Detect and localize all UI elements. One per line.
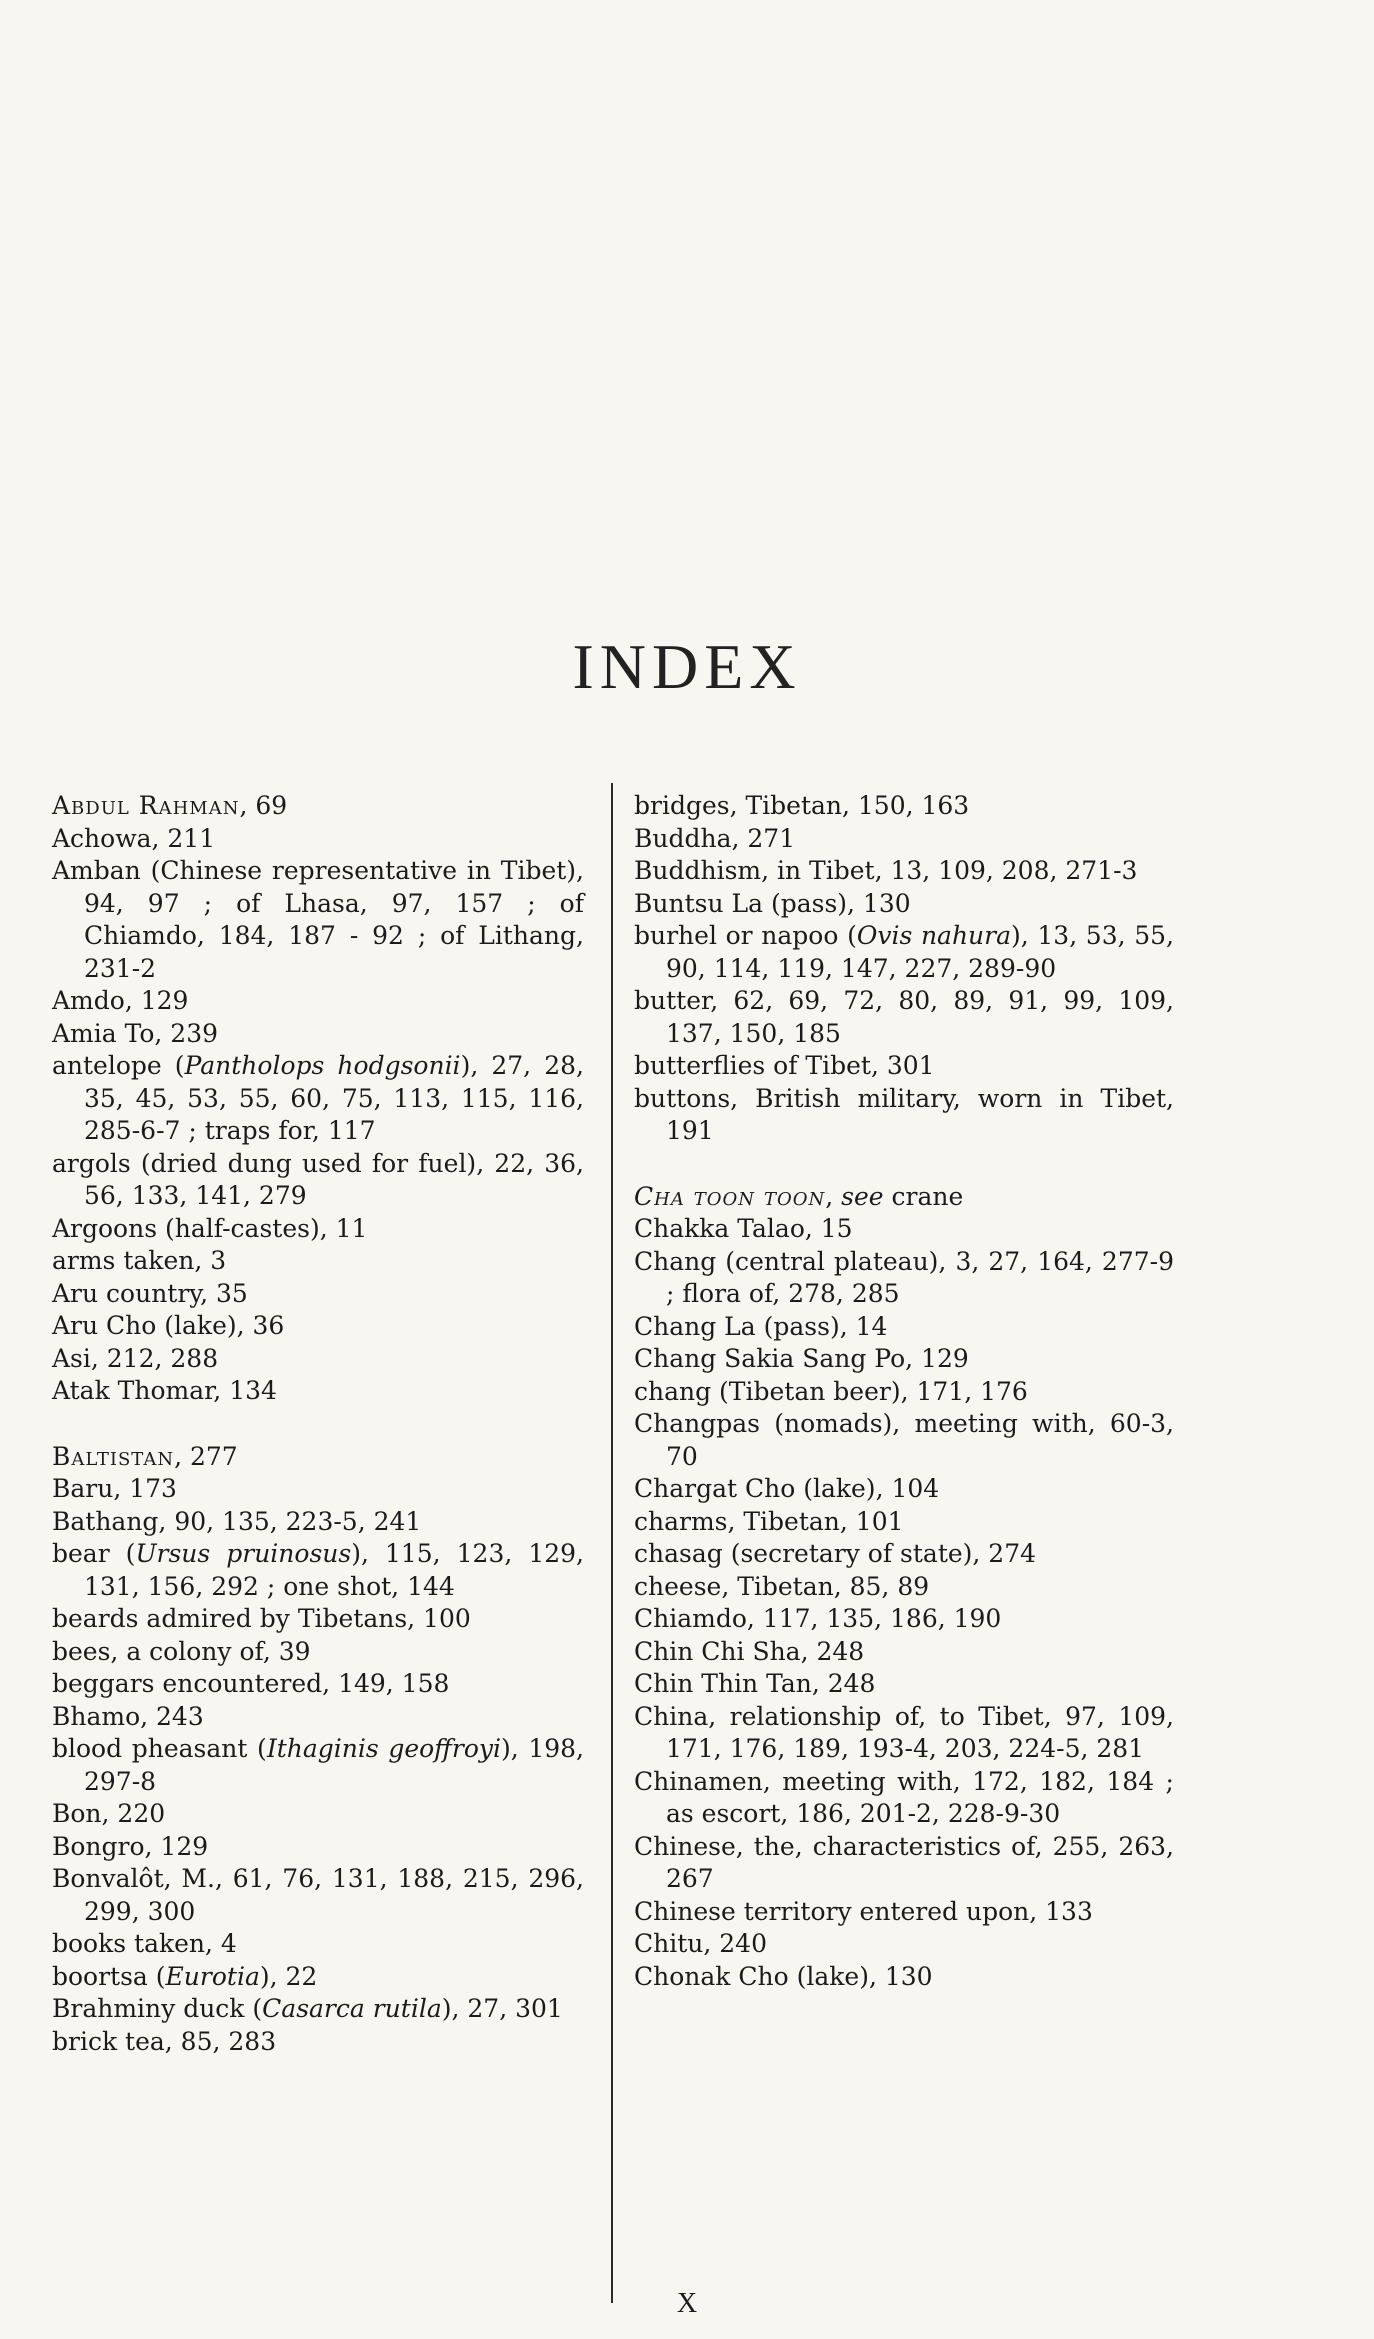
entry-text: beards admired by Tibetans, 100 xyxy=(52,1604,471,1633)
entry-text: bees, a colony of, 39 xyxy=(52,1636,311,1666)
entry-text: chasag (secretary of state), 274 xyxy=(634,1539,1037,1568)
index-entry xyxy=(634,823,1174,856)
entry-text: buttons, British military, worn in Tibet, 191 xyxy=(634,1083,1174,1145)
entry-text: ), 198, 297-8 xyxy=(84,1734,584,1796)
index-entry xyxy=(634,1961,1174,1994)
column-divider xyxy=(611,783,613,2303)
small-caps-text: Baltistan xyxy=(52,1441,175,1471)
entry-text: boortsa ( xyxy=(52,1961,166,1991)
entry-text: books taken, 4 xyxy=(52,1929,237,1958)
index-entry xyxy=(52,1538,584,1603)
entry-text: Chitu, 240 xyxy=(634,1929,767,1958)
entry-text: Chang La (pass), 14 xyxy=(634,1311,888,1341)
index-entry xyxy=(634,920,1174,985)
index-entry xyxy=(634,1571,1174,1604)
italic-text: Pantholops hodgsonii xyxy=(184,1051,461,1080)
index-entry xyxy=(52,1375,584,1408)
entry-text: Aru country, 35 xyxy=(52,1278,248,1308)
index-entry xyxy=(52,1506,584,1539)
index-entry xyxy=(52,1928,584,1961)
entry-text: Amia To, 239 xyxy=(52,1018,219,1048)
entry-text: Bon, 220 xyxy=(52,1799,166,1828)
entry-text: Argoons (half-castes), 11 xyxy=(52,1213,368,1243)
index-entry xyxy=(52,1148,584,1213)
index-entry xyxy=(634,1831,1174,1896)
index-entry xyxy=(52,1441,584,1474)
entry-text: ), 27, 301 xyxy=(441,1994,563,2023)
index-entry xyxy=(52,1245,584,1278)
entry-text: bridges, Tibetan, 150, 163 xyxy=(634,791,970,820)
italic-text: Ovis nahura xyxy=(856,921,1012,950)
entry-text: Brahminy duck ( xyxy=(52,1994,263,2023)
entry-text: Chin Thin Tan, 248 xyxy=(634,1669,876,1698)
entry-text: ), 13, 53, 55, 90, 114, 119, 147, 227, 289-90 xyxy=(666,921,1174,983)
entry-text: Baru, 173 xyxy=(52,1474,177,1503)
index-entry xyxy=(52,1018,584,1051)
italic-text: Eurotia xyxy=(165,1961,260,1991)
entry-text: Chakka Talao, 15 xyxy=(634,1214,853,1243)
index-entry xyxy=(634,1083,1174,1148)
index-entry xyxy=(634,1701,1174,1766)
index-entry xyxy=(634,1376,1174,1409)
entry-text: Achowa, 211 xyxy=(52,823,216,853)
index-entry xyxy=(634,1408,1174,1473)
italic-text: see xyxy=(841,1181,884,1211)
entry-text: China, relationship of, to Tibet, 97, 109, 171, 176, 189, 193-4, 203, 224-5, 281 xyxy=(634,1701,1174,1763)
index-column-right xyxy=(634,790,1174,1993)
entry-text: Chinese territory entered upon, 133 xyxy=(634,1896,1093,1926)
entry-text: Bhamo, 243 xyxy=(52,1701,204,1731)
entry-text: Asi, 212, 288 xyxy=(52,1343,219,1373)
index-entry xyxy=(52,823,584,856)
index-entry xyxy=(52,1213,584,1246)
entry-text: Amdo, 129 xyxy=(52,986,189,1015)
entry-text: argols (dried dung used for fuel), 22, 36, 56, 133, 141, 279 xyxy=(52,1148,584,1210)
entry-text: Chin Chi Sha, 248 xyxy=(634,1636,865,1666)
entry-text: Buntsu La (pass), 130 xyxy=(634,888,911,918)
entry-text: bear ( xyxy=(52,1539,136,1568)
index-entry xyxy=(634,1538,1174,1571)
index-entry xyxy=(52,1863,584,1928)
page-title: INDEX xyxy=(572,631,802,702)
index-entry xyxy=(52,1473,584,1506)
entry-text: , 277 xyxy=(174,1441,238,1471)
index-entry xyxy=(634,1668,1174,1701)
index-entry xyxy=(52,1310,584,1343)
index-entry xyxy=(52,1603,584,1636)
entry-text: Chargat Cho (lake), 104 xyxy=(634,1474,940,1503)
index-entry xyxy=(52,1798,584,1831)
entry-text: Aru Cho (lake), 36 xyxy=(52,1311,285,1340)
index-entry xyxy=(634,1246,1174,1311)
entry-text: burhel or napoo ( xyxy=(634,921,857,950)
entry-text: ), 22 xyxy=(259,1961,318,1991)
index-entry xyxy=(634,985,1174,1050)
entry-text: Chinese, the, characteristics of, 255, 263, 267 xyxy=(634,1831,1174,1893)
index-entry xyxy=(52,1831,584,1864)
page-signature: X xyxy=(676,2288,698,2319)
index-entry xyxy=(634,790,1174,823)
entry-text: , xyxy=(825,1181,842,1211)
index-entry xyxy=(52,1993,584,2026)
entry-text: Chang (central plateau), 3, 27, 164, 277-9 ; flora of, 278, 285 xyxy=(634,1246,1174,1308)
entry-text: cheese, Tibetan, 85, 89 xyxy=(634,1571,930,1601)
entry-text: Buddhism, in Tibet, 13, 109, 208, 271-3 xyxy=(634,856,1138,885)
index-entry xyxy=(634,1213,1174,1246)
entry-text: crane xyxy=(883,1181,964,1211)
index-entry xyxy=(634,1506,1174,1539)
entry-text: brick tea, 85, 283 xyxy=(52,2026,277,2056)
index-entry xyxy=(52,1733,584,1798)
index-entry xyxy=(52,1278,584,1311)
entry-text: , 69 xyxy=(239,791,288,820)
entry-text: Chinamen, meeting with, 172, 182, 184 ; as escort, 186, 201-2, 228-9-30 xyxy=(634,1766,1174,1828)
entry-text: Chiamdo, 117, 135, 186, 190 xyxy=(634,1604,1002,1633)
entry-text: Bonvalôt, M., 61, 76, 131, 188, 215, 296, 299, 300 xyxy=(52,1864,584,1926)
entry-text: antelope ( xyxy=(52,1051,185,1080)
index-entry xyxy=(634,1181,1174,1214)
entry-text: beggars encountered, 149, 158 xyxy=(52,1669,450,1698)
entry-text: blood pheasant ( xyxy=(52,1734,267,1763)
entry-text: ), 27, 28, 35, 45, 53, 55, 60, 75, 113, 115, 116, 285-6-7 ; traps for, 117 xyxy=(84,1051,584,1145)
index-entry xyxy=(634,888,1174,921)
index-entry xyxy=(634,1603,1174,1636)
index-entry xyxy=(634,1311,1174,1344)
index-entry xyxy=(634,1636,1174,1669)
entry-text: chang (Tibetan beer), 171, 176 xyxy=(634,1376,1028,1406)
index-column-left xyxy=(52,790,584,2058)
letter-group-gap xyxy=(634,1148,1174,1181)
entry-text: butterflies of Tibet, 301 xyxy=(634,1051,935,1080)
index-entry xyxy=(52,790,584,823)
index-entry xyxy=(52,2026,584,2059)
entry-text: Buddha, 271 xyxy=(634,823,796,853)
index-entry xyxy=(52,1701,584,1734)
letter-group-gap xyxy=(52,1408,584,1441)
index-entry xyxy=(52,855,584,985)
entry-text: Bongro, 129 xyxy=(52,1831,209,1861)
small-caps-text: Abdul Rahman xyxy=(52,791,240,820)
index-entry xyxy=(634,1473,1174,1506)
entry-text: Bathang, 90, 135, 223-5, 241 xyxy=(52,1506,422,1536)
entry-text: Amban (Chinese representative in Tibet), 94, 97 ; of Lhasa, 97, 157 ; of Chiamdo, 184, 187 - 92 ; of Lithang, 231-2 xyxy=(52,856,584,983)
italic-text: Ithaginis geoffroyi xyxy=(266,1734,501,1763)
italic-text: Casarca rutila xyxy=(262,1994,442,2023)
italic-text: Ursus pruinosus xyxy=(135,1539,352,1568)
index-entry xyxy=(52,1668,584,1701)
entry-text: Chang Sakia Sang Po, 129 xyxy=(634,1344,969,1373)
index-entry xyxy=(634,1050,1174,1083)
entry-text: Chonak Cho (lake), 130 xyxy=(634,1961,933,1991)
index-entry xyxy=(52,1636,584,1669)
index-entry xyxy=(52,985,584,1018)
entry-text: butter, 62, 69, 72, 80, 89, 91, 99, 109, 137, 150, 185 xyxy=(634,986,1174,1048)
entry-text: Changpas (nomads), meeting with, 60-3, 70 xyxy=(634,1409,1174,1471)
index-entry xyxy=(634,1766,1174,1831)
index-entry xyxy=(634,1896,1174,1929)
index-entry xyxy=(52,1961,584,1994)
entry-text: ), 115, 123, 129, 131, 156, 292 ; one shot, 144 xyxy=(84,1539,584,1601)
index-entry xyxy=(634,1928,1174,1961)
entry-text: charms, Tibetan, 101 xyxy=(634,1506,904,1536)
entry-text: Atak Thomar, 134 xyxy=(52,1376,277,1405)
index-entry xyxy=(52,1343,584,1376)
index-entry xyxy=(52,1050,584,1148)
italic-text: Cha toon toon xyxy=(634,1181,826,1211)
index-entry xyxy=(634,855,1174,888)
entry-text: arms taken, 3 xyxy=(52,1246,227,1275)
index-entry xyxy=(634,1343,1174,1376)
